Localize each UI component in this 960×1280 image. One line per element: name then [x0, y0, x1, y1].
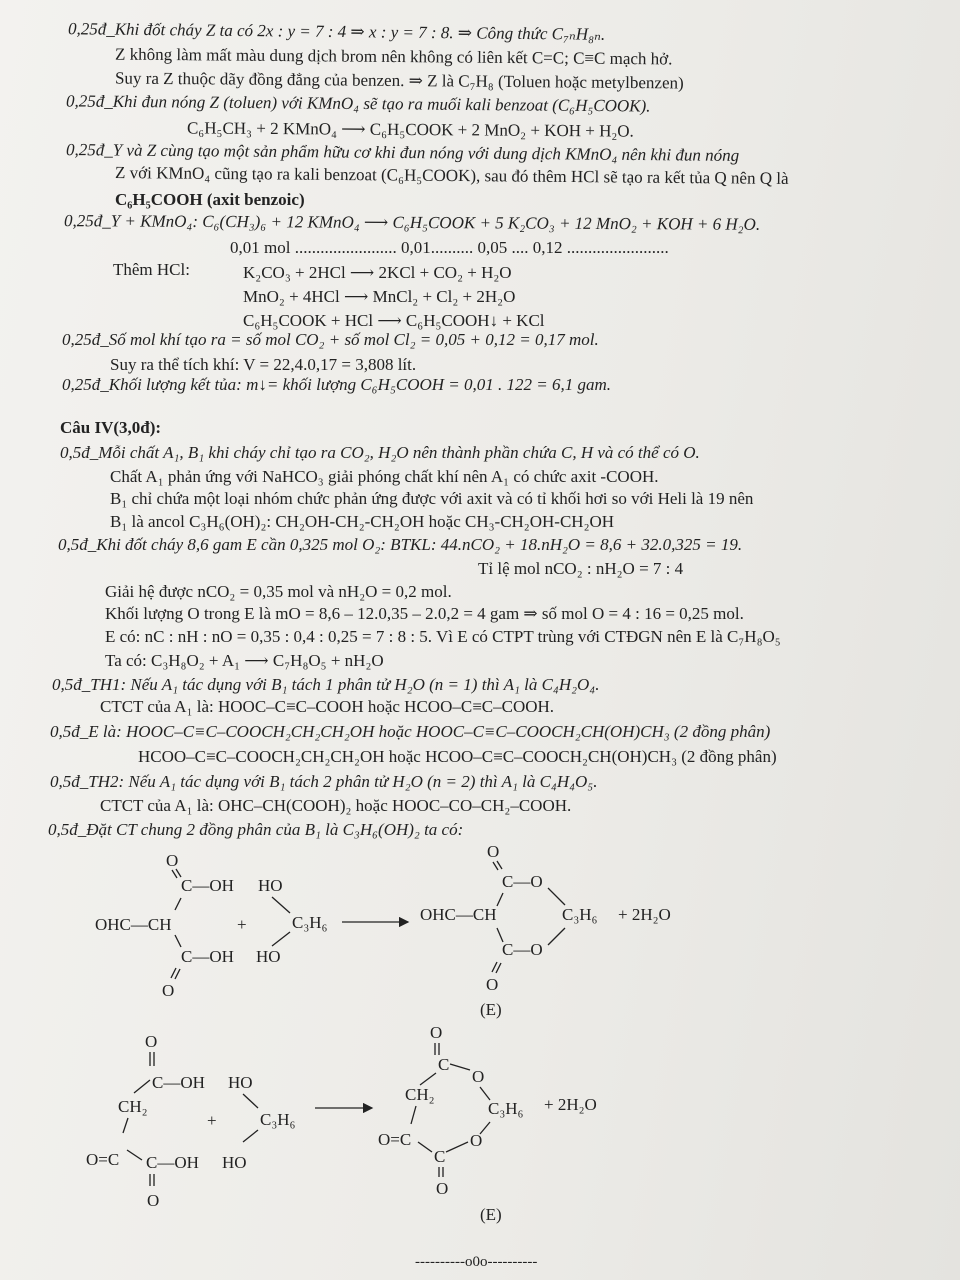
text-line: E có: nC : nH : nO = 0,35 : 0,4 : 0,25 = 7 : 8 : 5. Vì E có CTPT trùng với CTĐGN nên E là C₇H₈O₅	[105, 627, 781, 646]
atom-label: C—OH	[152, 1073, 205, 1092]
text-line: CTCT của A₁ là: OHC–CH(COOH)₂ hoặc HOOC–CO–CH₂–COOH.	[100, 796, 572, 815]
text-line: 0,25đ_Y và Z cùng tạo một sản phẩm hữu cơ khi đun nóng với dung dịch KMnO₄ nên khi đun nóng	[65, 140, 740, 165]
text-line: B₁ là ancol C₃H₆(OH)₂: CH₂OH-CH₂-CH₂OH hoặc CH₃-CH₂OH-CH₂OH	[110, 512, 615, 531]
page-footer: ----------o0o----------	[415, 1254, 538, 1270]
atom-label: C	[434, 1147, 446, 1166]
equation-line: K₂CO₃ + 2HCl ⟶ 2KCl + CO₂ + H₂O	[243, 263, 512, 282]
text-line: Suy ra thể tích khí: V = 22,4.0,17 = 3,808 lít.	[110, 355, 417, 374]
text-line: 0,5đ_Đặt CT chung 2 đồng phân của B₁ là C₃H₆(OH)₂ ta có:	[48, 820, 464, 839]
plus-sign: +	[207, 1111, 217, 1130]
text-line: Giải hệ được nCO₂ = 0,35 mol và nH₂O = 0,2 mol.	[105, 582, 452, 601]
atom-label: O	[472, 1067, 485, 1086]
atom-label: HO	[256, 947, 281, 966]
atom-label: CH₂	[118, 1097, 148, 1116]
atom-label: C	[438, 1055, 450, 1074]
atom-label: O	[487, 842, 500, 861]
atom-label: C—O	[502, 940, 543, 959]
atom-label: O	[162, 981, 175, 1000]
compound-label: (E)	[480, 1205, 502, 1224]
text-line: 0,25đ_Khi đun nóng Z (toluen) với KMnO₄ sẽ tạo ra muối kali benzoat (C₆H₅COOK).	[65, 91, 651, 116]
atom-label: O	[166, 851, 179, 870]
atom-label: C₃H₆	[488, 1099, 524, 1118]
section-heading: Câu IV(3,0đ):	[60, 418, 162, 437]
atom-label: CH₂	[405, 1085, 435, 1104]
text-line: C₆H₅COOH (axit benzoic)	[115, 190, 305, 209]
atom-label: C—OH	[181, 947, 234, 966]
text-line: 0,25đ_Y + KMnO₄: C₆(CH₃)₆ + 12 KMnO₄ ⟶ C₆H₅COOK + 5 K₂CO₃ + 12 MnO₂ + KOH + 6 H₂O.	[63, 211, 761, 234]
text-line: B₁ chỉ chứa một loại nhóm chức phản ứng được với axit và có tỉ khối hơi so với Heli là 19 nên	[110, 489, 754, 508]
text-line: CTCT của A₁ là: HOOC–C≡C–COOH hoặc HCOO–C≡C–COOH.	[100, 697, 555, 716]
atom-label: C₃H₆	[260, 1110, 296, 1129]
text-line: 0,5đ_TH2: Nếu A₁ tác dụng với B₁ tách 2 phân tử H₂O (n = 2) thì A₁ là C₄H₄O₅.	[50, 772, 598, 791]
text-line: 0,5đ_Khi đốt cháy 8,6 gam E cần 0,325 mol O₂: BTKL: 44.nCO₂ + 18.nH₂O = 8,6 + 32.0,325 = 19.	[58, 535, 743, 554]
text-line: 0,25đ_Khi đốt cháy Z ta có 2x : y = 7 : 4 ⇒ x : y = 7 : 8. ⇒ Công thức C₇ₙH₈ₙ.	[67, 19, 606, 44]
atom-label: O	[147, 1191, 160, 1210]
plus-sign: +	[237, 915, 247, 934]
text-line: Khối lượng O trong E là mO = 8,6 – 12.0,35 – 2.0,2 = 4 gam ⇒ số mol O = 4 : 16 = 0,25 mol.	[105, 604, 744, 623]
atom-label: + 2H₂O	[544, 1095, 597, 1114]
atom-label: OHC—CH	[95, 915, 172, 934]
atom-label: C—OH	[181, 876, 234, 895]
text-line: HCOO–C≡C–COOCH₂CH₂CH₂OH hoặc HCOO–C≡C–COOCH₂CH(OH)CH₃ (2 đồng phân)	[138, 747, 777, 766]
atom-label: HO	[222, 1153, 247, 1172]
mole-line: 0,01 mol ........................ 0,01.......... 0,05 .... 0,12 ........................	[230, 238, 669, 257]
atom-label: O	[145, 1032, 158, 1051]
text-line: 0,25đ_Số mol khí tạo ra = số mol CO₂ + số mol Cl₂ = 0,05 + 0,12 = 0,17 mol.	[62, 330, 599, 349]
atom-label: HO	[228, 1073, 253, 1092]
atom-label: O	[486, 975, 499, 994]
atom-label: + 2H₂O	[618, 905, 671, 924]
atom-label: O	[470, 1131, 483, 1150]
text-line: Z không làm mất màu dung dịch brom nên không có liên kết C=C; C≡C mạch hở.	[114, 44, 673, 69]
equation-line: C₆H₅COOK + HCl ⟶ C₆H₅COOH↓ + KCl	[243, 311, 545, 330]
text-line: Tỉ lệ mol nCO₂ : nH₂O = 7 : 4	[478, 559, 684, 578]
text-line: 0,5đ_Mỗi chất A₁, B₁ khi cháy chỉ tạo ra CO₂, H₂O nên thành phần chứa C, H và có thể có O.	[60, 443, 700, 462]
atom-label: C₃H₆	[562, 905, 598, 924]
reaction-1	[95, 842, 671, 1019]
compound-label: (E)	[480, 1000, 502, 1019]
equation-line: C₆H₅CH₃ + 2 KMnO₄ ⟶ C₆H₅COOK + 2 MnO₂ + KOH + H₂O.	[186, 118, 634, 141]
atom-label: O=C	[378, 1130, 412, 1149]
atom-label: O=C	[86, 1150, 120, 1169]
reaction-2	[86, 1023, 597, 1224]
equation-line: Ta có: C₃H₈O₂ + A₁ ⟶ C₇H₈O₅ + nH₂O	[105, 651, 384, 670]
text-line: Suy ra Z thuộc dãy đồng đẳng của benzen. ⇒ Z là C₇H₈ (Toluen hoặc metylbenzen)	[114, 68, 684, 93]
label: Thêm HCl:	[113, 260, 190, 279]
atom-label: HO	[258, 876, 283, 895]
text-line: Chất A₁ phản ứng với NaHCO₃ giải phóng chất khí nên A₁ có chức axit -COOH.	[110, 467, 659, 486]
atom-label: O	[430, 1023, 443, 1042]
text-line: 0,5đ_E là: HOOC–C≡C–COOCH₂CH₂CH₂OH hoặc HOOC–C≡C–COOCH₂CH(OH)CH₃ (2 đồng phân)	[50, 722, 771, 741]
atom-label: C₃H₆	[292, 913, 328, 932]
atom-label: O	[436, 1179, 449, 1198]
text-line: Z với KMnO₄ cũng tạo ra kali benzoat (C₆H₅COOK), sau đó thêm HCl sẽ tạo ra kết tủa Q nên Q là	[114, 163, 789, 188]
atom-label: C—OH	[146, 1153, 199, 1172]
text-line: 0,5đ_TH1: Nếu A₁ tác dụng với B₁ tách 1 phân tử H₂O (n = 1) thì A₁ là C₄H₂O₄.	[52, 675, 600, 694]
equation-line: MnO₂ + 4HCl ⟶ MnCl₂ + Cl₂ + 2H₂O	[243, 287, 516, 306]
atom-label: C—O	[502, 872, 543, 891]
atom-label: OHC—CH	[420, 905, 497, 924]
text-line: 0,25đ_Khối lượng kết tủa: m↓= khối lượng C₆H₅COOH = 0,01 . 122 = 6,1 gam.	[62, 375, 611, 394]
